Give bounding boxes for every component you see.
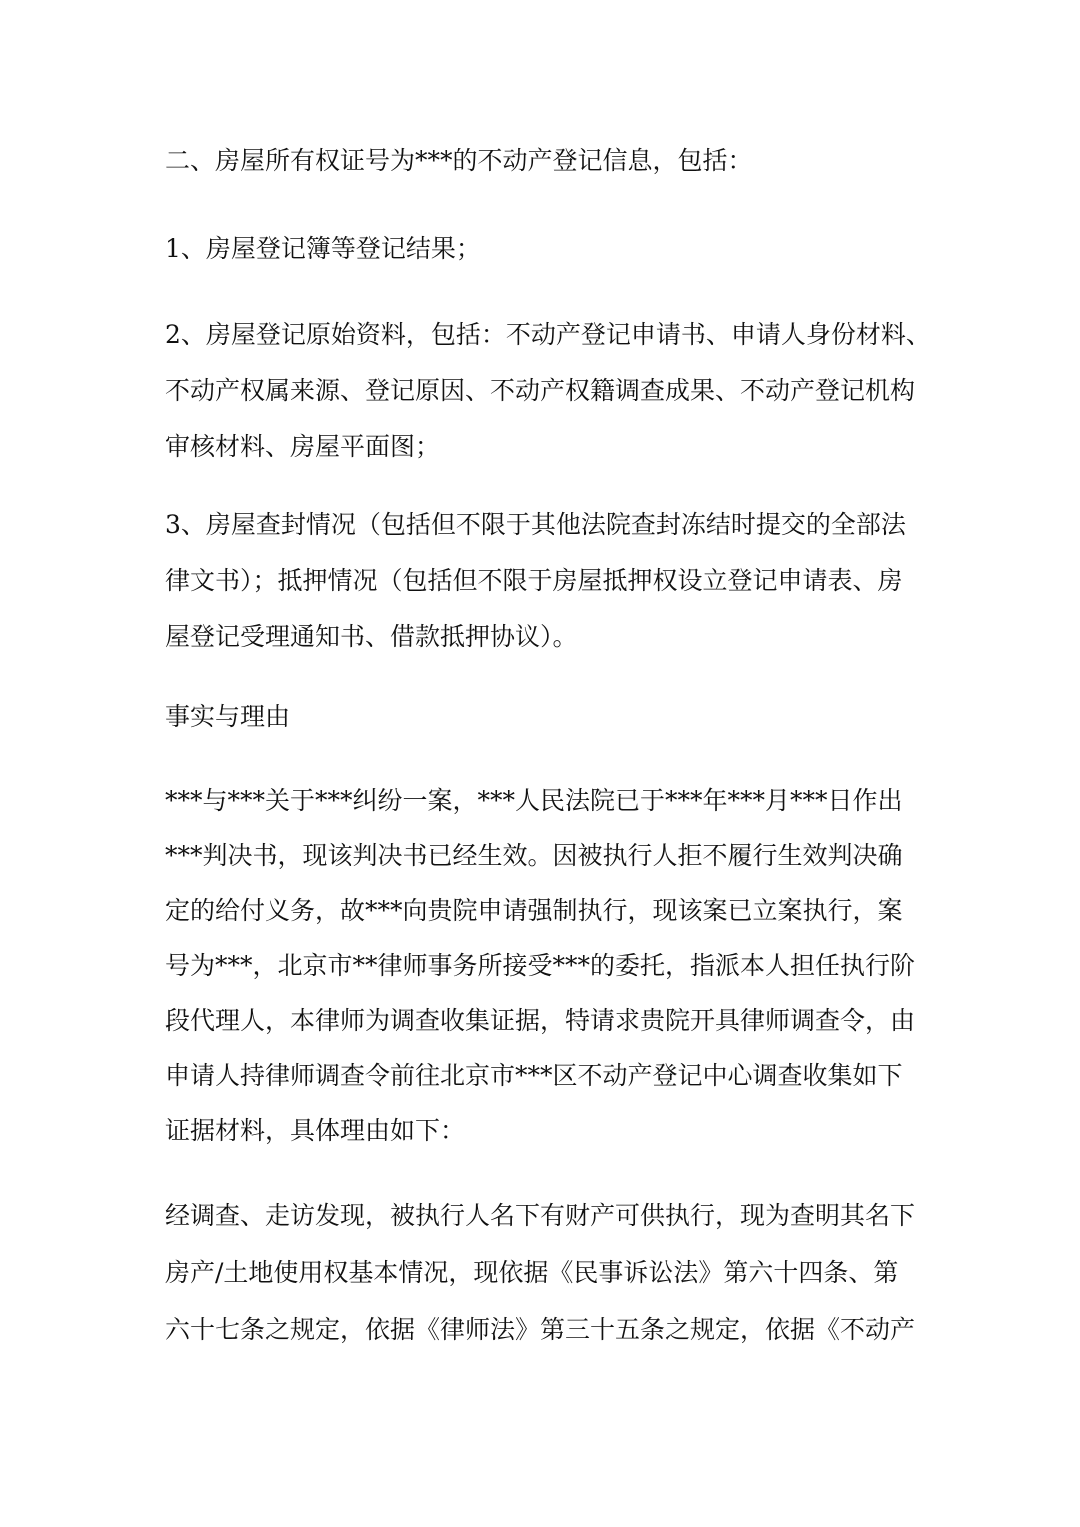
paragraph-facts-line-3: 定的给付义务，故***向贵院申请强制执行，现该案已立案执行，案 — [165, 896, 903, 925]
list-item-3-line-2: 律文书）；抵押情况（包括但不限于房屋抵押权设立登记申请表、房 — [165, 566, 903, 595]
list-item-3-line-3: 屋登记受理通知书、借款抵押协议）。 — [165, 622, 578, 651]
section-heading-facts: 事实与理由 — [165, 702, 291, 731]
list-item-1: 1、房屋登记簿等登记结果； — [165, 234, 481, 263]
paragraph-facts-line-1: ***与***关于***纠纷一案，***人民法院已于***年***月***日作出 — [165, 786, 903, 815]
paragraph-reasons-line-2: 房产/土地使用权基本情况，现依据《民事诉讼法》第六十四条、第 — [165, 1258, 899, 1287]
paragraph-facts-line-4: 号为***，北京市**律师事务所接受***的委托，指派本人担任执行阶 — [165, 951, 916, 980]
paragraph-facts-line-5: 段代理人，本律师为调查收集证据，特请求贵院开具律师调查令，由 — [165, 1006, 916, 1035]
paragraph-facts-line-6: 申请人持律师调查令前往北京市***区不动产登记中心调查收集如下 — [165, 1061, 903, 1090]
list-item-2-line-1: 2、房屋登记原始资料，包括：不动产登记申请书、申请人身份材料、 — [165, 320, 931, 349]
section-heading-item-2: 二、房屋所有权证号为***的不动产登记信息，包括： — [165, 146, 753, 175]
paragraph-facts-line-2: ***判决书，现该判决书已经生效。因被执行人拒不履行生效判决确 — [165, 841, 903, 870]
paragraph-facts-line-7: 证据材料，具体理由如下： — [165, 1116, 466, 1145]
paragraph-reasons-line-3: 六十七条之规定，依据《律师法》第三十五条之规定，依据《不动产 — [165, 1315, 916, 1344]
list-item-3-line-1: 3、房屋查封情况（包括但不限于其他法院查封冻结时提交的全部法 — [165, 510, 906, 539]
list-item-2-line-3: 审核材料、房屋平面图； — [165, 432, 441, 461]
list-item-2-line-2: 不动产权属来源、登记原因、不动产权籍调查成果、不动产登记机构 — [165, 376, 916, 405]
paragraph-reasons-line-1: 经调查、走访发现，被执行人名下有财产可供执行，现为查明其名下 — [165, 1201, 916, 1230]
